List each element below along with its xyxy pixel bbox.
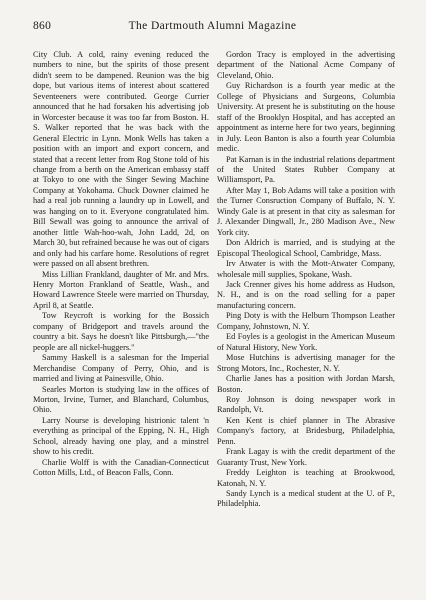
paragraph: Miss Lillian Frankland, daughter of Mr. and Mrs. Henry Morton Frankland of Seattle, Wash., and Howard Lawrence Steele were married on Thursday, April 8, at Seattle. bbox=[33, 269, 209, 310]
paragraph: Tow Reycroft is working for the Bossich company of Bridgeport and travels around the country a bit. Says he doesn't like Pittsburgh,—"the people are all nickel-huggers." bbox=[33, 311, 209, 352]
paragraph: Ping Doty is with the Helburn Thompson Leather Company, Johnstown, N. Y. bbox=[217, 311, 395, 331]
paragraph: Roy Johnson is doing newspaper work in Randolph, Vt. bbox=[217, 394, 395, 415]
left-column bbox=[33, 50, 209, 479]
paragraph: Sammy Haskell is a salesman for the Imperial Merchandise Company of Perry, Ohio, and is married and living at Painesville, Ohio. bbox=[33, 353, 209, 384]
page-header bbox=[33, 20, 392, 36]
paragraph: Gordon Tracy is employed in the advertising department of the National Acme Company of Cleveland, Ohio. bbox=[217, 50, 395, 80]
running-title: The Dartmouth Alumni Magazine bbox=[128, 20, 297, 32]
right-column bbox=[217, 50, 395, 510]
paragraph: Charlie Janes has a position with Jordan Marsh, Boston. bbox=[217, 374, 395, 394]
paragraph: Jack Crenner gives his home address as Hudson, N. H., and is on the road selling for a paper manufacturing concern. bbox=[217, 279, 395, 310]
paragraph: After May 1, Bob Adams will take a position with the Turner Consruction Company of Buffalo, N. Y. Windy Gale is at present in that city as salesman for J. Alexander Dingwall, Jr., 280 Madison Ave., New York city. bbox=[217, 185, 395, 237]
paragraph: Mose Hutchins is advertising manager for the Strong Motors, Inc., Rochester, N. Y. bbox=[217, 353, 395, 373]
paragraph: Don Aldrich is married, and is studying at the Episcopal Theological School, Cambridge, Mass. bbox=[217, 238, 395, 258]
paragraph: City Club. A cold, rainy evening reduced the numbers to nine, but the spirits of those present didn't seem to be dampened. Reunion was the big dope, but various items of interest about scattered Seventeeners were contributed. George Currier announced that he had forsaken his advertising job in Worcester because it was too far from Boston. H. S. Walker reported that he was back with the General Electric in Lynn. Monk Wells has taken a position with an import and export concern, and stated that a recent letter from Rog Stone told of his change from a berth on the American embassy staff at Tokyo to one with the Singer Sewing Machine Company at Yokohama. Chuck Downer claimed he had a real job running a laundry up in Lowell, and was hanging on to it. Everyone congratulated him. Bill Sewall was going to announce the arrival of another little Wah-hoo-wah, John Ladd, 2d, on March 30, but refrained because he was out of cigars and only had his carfare home. Resolutions of regret were passed on all absent brethren. bbox=[33, 50, 209, 269]
paragraph: Sandy Lynch is a medical student at the U. of P., Philadelphia. bbox=[217, 489, 395, 509]
paragraph: Pat Karnan is in the industrial relations department of the United States Rubber Company at Williamsport, Pa. bbox=[217, 154, 395, 185]
paragraph: Ed Foyles is a geologist in the American Museum of Natural History, New York. bbox=[217, 332, 395, 352]
paragraph: Frank Lagay is with the credit department of the Guaranty Trust, New York. bbox=[217, 447, 395, 467]
paragraph: Irv Atwater is with the Mott-Atwater Company, wholesale mill supplies, Spokane, Wash. bbox=[217, 259, 395, 279]
paragraph: Ken Kent is chief planner in The Abrasive Company's factory, at Bridesburg, Philadelphia, Penn. bbox=[217, 415, 395, 446]
paragraph: Larry Nourse is developing histrionic talent 'n everything as principal of the Epping, N. H., High School, already having one play, and a minstrel show to his credit. bbox=[33, 415, 209, 457]
paragraph: Searles Morton is studying law in the offices of Morton, Irvine, Turner, and Blanchard, Columbus, Ohio. bbox=[33, 384, 209, 415]
paragraph: Freddy Leighton is teaching at Brookwood, Katonah, N. Y. bbox=[217, 468, 395, 488]
page-number: 860 bbox=[33, 20, 52, 32]
paragraph: Guy Richardson is a fourth year medic at the College of Physicians and Surgeons, Columbia University. At present he is substituting on the house staff of the Brooklyn Hospital, and has accepted an appointment as interne here for two years, beginning in July. Leon Banton is also a fourth year Columbia medic. bbox=[217, 81, 395, 154]
paragraph: Charlie Wolff is with the Canadian-Connecticut Cotton Mills, Ltd., of Beacon Falls, Conn. bbox=[33, 457, 209, 478]
